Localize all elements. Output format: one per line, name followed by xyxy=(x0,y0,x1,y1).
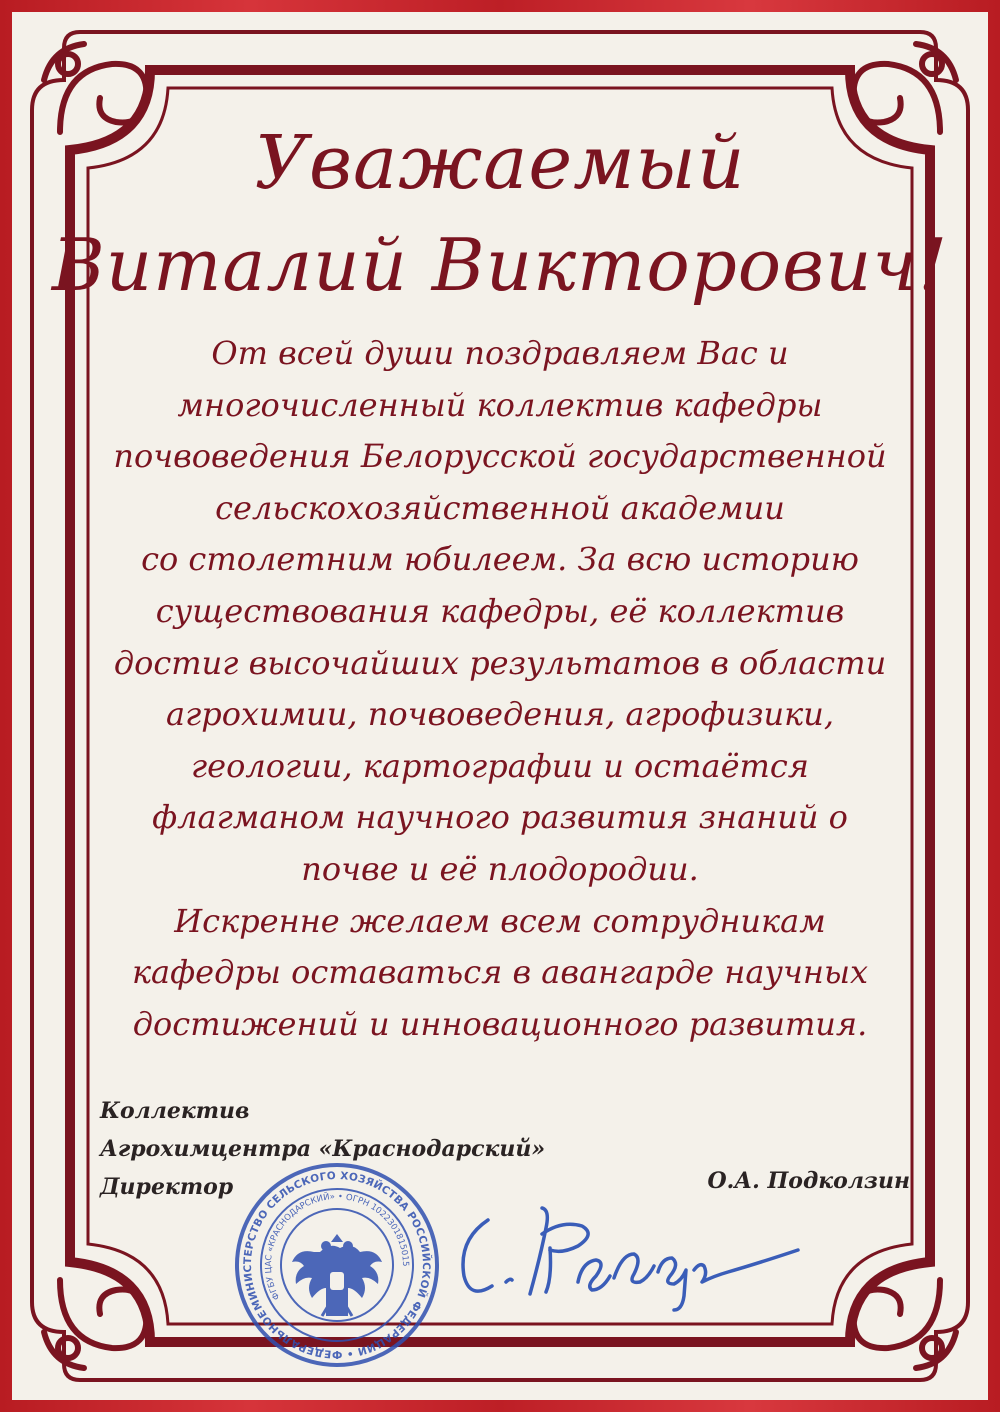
seal-inner-text: ФГБУ ЦАС «КРАСНОДАРСКИЙ» • ОГРН 1022301815015 xyxy=(263,1191,411,1302)
director-signature xyxy=(450,1190,810,1320)
body-line: существования кафедры, её коллектив xyxy=(155,591,845,630)
heading-recipient-name: Виталий Викторович! xyxy=(51,223,949,307)
sender-title: Директор xyxy=(100,1174,234,1200)
official-seal xyxy=(232,1160,442,1370)
body-line: кафедры оставаться в авангарде научных xyxy=(131,953,869,992)
heading-salutation: Уважаемый xyxy=(254,120,746,206)
body-line: достижений и инновационного развития. xyxy=(132,1004,868,1043)
body-line: От всей души поздравляем Вас и xyxy=(211,334,789,372)
greeting-body xyxy=(110,328,890,1050)
director-name: О.А. Подколзин xyxy=(707,1168,910,1194)
seal-outer-text: МИНИСТЕРСТВО СЕЛЬСКОГО ХОЗЯЙСТВА РОССИЙСКОЙ ФЕДЕРАЦИИ • ФЕДЕРАЛЬНОЕ xyxy=(241,1169,433,1361)
corner-ornament-bottom-left xyxy=(44,1280,146,1368)
corner-ornament-bottom-right xyxy=(854,1280,956,1368)
body-line: геологии, картографии и остаётся xyxy=(191,746,809,785)
body-line: флагманом научного развития знаний о xyxy=(152,798,848,837)
body-line: Искренне желаем всем сотрудникам xyxy=(174,901,826,940)
body-line: почве и её плодородии. xyxy=(301,849,699,888)
sender-organization: Агрохимцентра «Краснодарский» xyxy=(100,1136,546,1162)
body-line: многочисленный коллектив кафедры xyxy=(177,385,823,424)
body-line: сельскохозяйственной академии xyxy=(215,488,785,527)
body-line: агрохимии, почвоведения, агрофизики, xyxy=(165,695,835,734)
body-line: со столетним юбилеем. За всю историю xyxy=(141,540,859,579)
body-line: достиг высочайших результатов в области xyxy=(113,643,887,682)
eagle-emblem-icon xyxy=(292,1234,382,1316)
sender-collective: Коллектив xyxy=(100,1098,250,1124)
body-line: почвоведения Белорусской государственной xyxy=(113,437,887,476)
